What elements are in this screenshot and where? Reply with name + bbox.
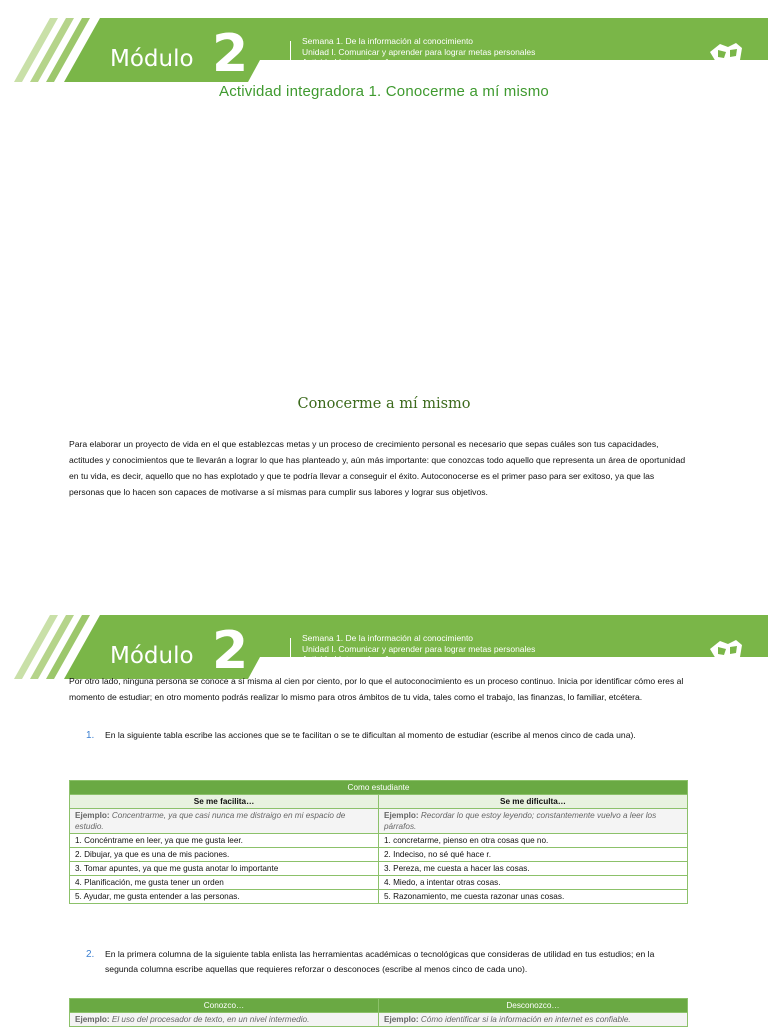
instruction-text: En la siguiente tabla escribe las acciones que se te facilitan o se te dificultan al momento de estudiar (escribe al menos cinco de cada una). <box>105 730 636 740</box>
table-cell[interactable]: 4. Miedo, a intentar otras cosas. <box>379 876 688 890</box>
header-meta <box>302 36 535 68</box>
instruction-item-2 <box>86 947 686 977</box>
table-row <box>70 834 688 848</box>
column-header-easy: Se me facilita… <box>70 795 379 809</box>
tools-table <box>69 998 688 1027</box>
module-banner-page-2 <box>0 611 768 679</box>
intro-paragraph: Para elaborar un proyecto de vida en el que establezcas metas y un proceso de crecimiento personal es necesario que sepas cuáles son tus capacidades, actitudes y conocimientos que te llevarán a lograr lo que has planteado y, aún más importante: que conozcas todo aquello que representa un área de oportunidad en tu vida, es decir, aquello que no has explotado y que te podría llevar a conseguir el éxito. Autoconocerse es el primer paso para ser exitoso, ya que las personas que lo hacen son capaces de motivarse a sí mismas para cumplir sus labores y lograr sus objetivos. <box>69 439 686 497</box>
module-number: 2 <box>212 621 249 681</box>
table-row <box>70 876 688 890</box>
prepa-en-linea-logo-icon <box>706 38 746 68</box>
table-row <box>70 890 688 904</box>
table-cell[interactable]: 2. Indeciso, no sé qué hace r. <box>379 848 688 862</box>
example-row <box>70 1013 688 1027</box>
header-unit: Unidad I. Comunicar y aprender para lograr metas personales <box>302 643 536 654</box>
table-cell[interactable]: 1. Concéntrame en leer, ya que me gusta leer. <box>70 834 379 848</box>
continuation-paragraph: Por otro lado, ninguna persona se conoce a sí misma al cien por ciento, por lo que el autoconocimiento es un proceso continuo. Inicia por identificar cómo eres al momento de estudiar; en otro momento podrás realizar lo mismo para otros ámbitos de tu vida, tales como el trabajo, las finanzas, lo familiar, etcétera. <box>69 676 684 702</box>
instruction-item-1 <box>86 728 686 743</box>
list-number: 2. <box>86 949 95 960</box>
header-divider <box>290 41 291 63</box>
table-row <box>70 848 688 862</box>
module-number: 2 <box>212 24 249 84</box>
header-activity: Actividad Integradora 1 <box>302 654 390 664</box>
instruction-text: En la primera columna de la siguiente tabla enlista las herramientas académicas o tecnológicas que consideras de utilidad en tus estudios; en la segunda columna escribe aquellas que requieres reforzar o desconoces (escribe al menos cinco de cada uno). <box>105 949 655 974</box>
table-cell[interactable]: 1. concretarme, pienso en otra cosas que no. <box>379 834 688 848</box>
module-label: Módulo <box>110 643 194 669</box>
table-caption: Como estudiante <box>70 781 688 795</box>
table-cell[interactable]: 5. Razonamiento, me cuesta razonar unas cosas. <box>379 890 688 904</box>
list-number: 1. <box>86 730 95 741</box>
table-cell[interactable]: 3. Pereza, me cuesta a hacer las cosas. <box>379 862 688 876</box>
column-header-unknown: Desconozco… <box>379 999 688 1013</box>
example-row <box>70 809 688 834</box>
prepa-en-linea-logo-icon <box>706 635 746 665</box>
example-cell: Ejemplo: Concentrarme, ya que casi nunca me distraigo en mi espacio de estudio. <box>70 809 379 834</box>
column-header-known: Conozco… <box>70 999 379 1013</box>
header-week: Semana 1. De la información al conocimiento <box>302 36 474 46</box>
student-skills-table <box>69 780 688 904</box>
example-cell: Ejemplo: Recordar lo que estoy leyendo; constantemente vuelvo a leer los párrafos. <box>379 809 688 834</box>
module-label: Módulo <box>110 46 194 72</box>
activity-title: Actividad integradora 1. Conocerme a mí mismo <box>219 83 549 100</box>
header-unit: Unidad I. Comunicar y aprender para lograr metas personales <box>302 46 536 57</box>
example-cell: Ejemplo: El uso del procesador de texto, en un nivel intermedio. <box>70 1013 379 1027</box>
example-cell: Ejemplo: Cómo identificar si la información en internet es confiable. <box>379 1013 688 1027</box>
table-cell[interactable]: 3. Tomar apuntes, ya que me gusta anotar lo importante <box>70 862 379 876</box>
header-activity: Actividad Integradora 1 <box>302 57 390 67</box>
module-banner <box>0 14 768 82</box>
table-row <box>70 862 688 876</box>
section-heading: Conocerme a mí mismo <box>297 396 471 412</box>
header-meta <box>302 633 535 665</box>
table-cell[interactable]: 2. Dibujar, ya que es una de mis paciones. <box>70 848 379 862</box>
table-cell[interactable]: 5. Ayudar, me gusta entender a las personas. <box>70 890 379 904</box>
header-week: Semana 1. De la información al conocimiento <box>302 633 474 643</box>
column-header-hard: Se me dificulta… <box>379 795 688 809</box>
table-cell[interactable]: 4. Planificación, me gusta tener un orden <box>70 876 379 890</box>
header-divider <box>290 638 291 660</box>
